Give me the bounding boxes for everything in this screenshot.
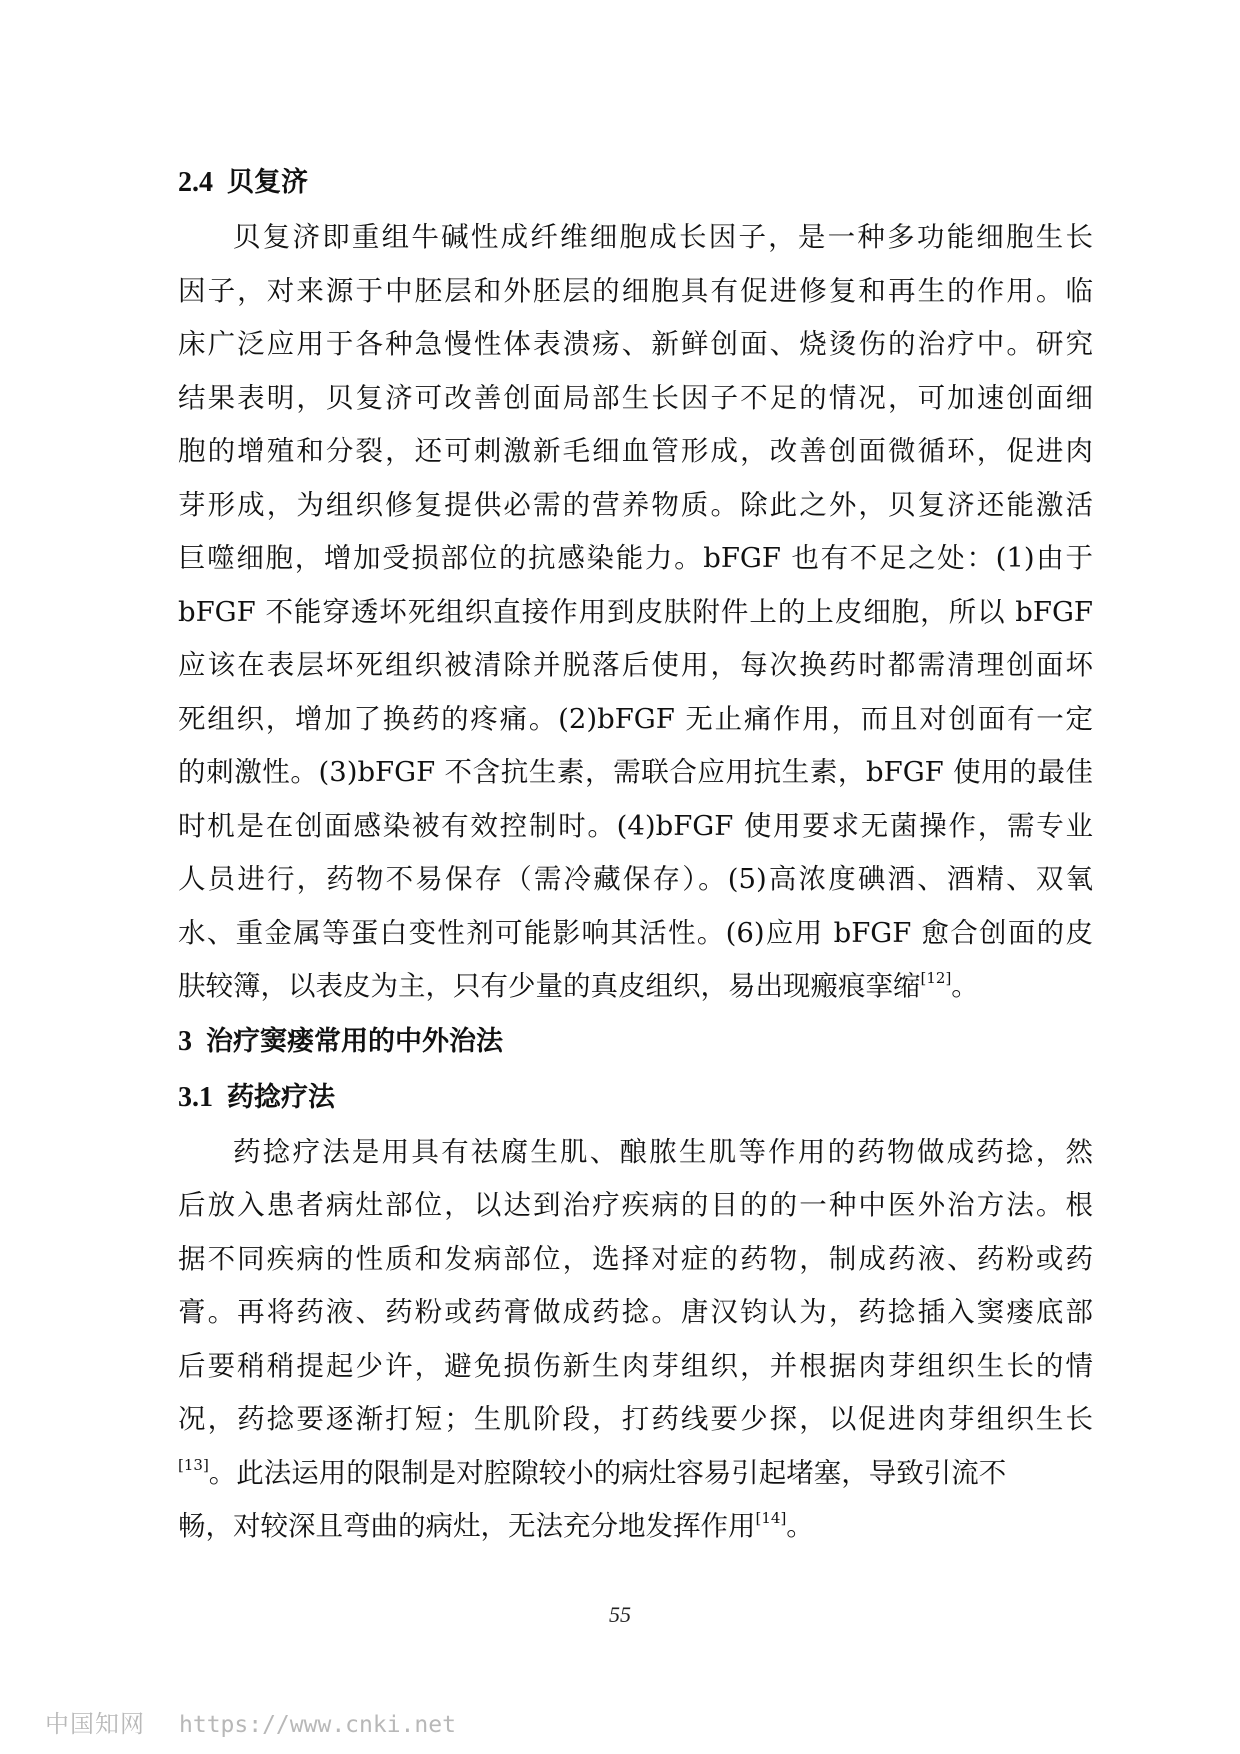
paragraph-line: 应该在表层坏死组织被清除并脱落后使用，每次换药时都需清理创面坏 (178, 649, 1093, 681)
paragraph-line: 人员进行，药物不易保存（需冷藏保存）。(5)高浓度碘酒、酒精、双氧 (178, 863, 1093, 895)
line-text: 。此法运用的限制是对腔隙较小的病灶容易引起堵塞，导致引流不 (208, 1456, 1007, 1489)
paragraph-line: 贝复济即重组牛碱性成纤维细胞成长因子，是一种多功能细胞生长 (233, 221, 1093, 253)
paragraph-line: 胞的增殖和分裂，还可刺激新毛细血管形成，改善创面微循环，促进肉 (178, 435, 1093, 467)
section-title: 治疗窦瘘常用的中外治法 (206, 1025, 503, 1057)
paragraph-line (178, 1500, 1093, 1554)
section-heading-2-4 (178, 155, 1093, 211)
watermark-url: https://www.cnki.net (179, 1712, 456, 1738)
paragraph-line: 药捻疗法是用具有祛腐生肌、酿脓生肌等作用的药物做成药捻，然 (233, 1135, 1093, 1168)
line-text: 肤较簿，以表皮为主，只有少量的真皮组织，易出现瘢痕挛缩 (178, 970, 921, 1002)
section-heading-3-1 (178, 1070, 1093, 1126)
paragraph-line: 因子，对来源于中胚层和外胚层的细胞具有促进修复和再生的作用。临 (178, 274, 1093, 307)
paragraph-line: 时机是在创面感染被有效控制时。(4)bFGF 使用要求无菌操作，需专业 (178, 809, 1093, 842)
section-heading-3 (178, 1014, 1093, 1070)
paragraph-line: 死组织，增加了换药的疼痛。(2)bFGF 无止痛作用，而且对创面有一定 (178, 702, 1093, 735)
section-title: 药捻疗法 (227, 1081, 335, 1113)
paragraph-line: 芽形成，为组织修复提供必需的营养物质。除此之外，贝复济还能激活 (178, 488, 1093, 521)
watermark-logo: 中国知网 (45, 1710, 145, 1738)
paragraph-line: 后要稍稍提起少许，避免损伤新生肉芽组织，并根据肉芽组织生长的情 (178, 1349, 1093, 1382)
citation-ref: [14] (755, 1509, 787, 1527)
line-end: 。 (786, 1510, 814, 1542)
line-text: 畅，对较深且弯曲的病灶，无法充分地发挥作用 (178, 1510, 756, 1542)
cnki-watermark (45, 1704, 456, 1739)
line-end: 。 (951, 970, 979, 1002)
page-content (178, 155, 1093, 1554)
paragraph-line: 据不同疾病的性质和发病部位，选择对症的药物，制成药液、药粉或药 (178, 1242, 1093, 1275)
paragraph-line: 水、重金属等蛋白变性剂可能影响其活性。(6)应用 bFGF 愈合创面的皮 (178, 916, 1093, 949)
citation-ref: [13] (178, 1455, 209, 1474)
paragraph-line: 巨噬细胞，增加受损部位的抗感染能力。bFGF 也有不足之处：(1)由于 (178, 542, 1093, 574)
paragraph-line: 膏。再将药液、药粉或药膏做成药捻。唐汉钧认为，药捻插入窦瘘底部 (178, 1296, 1093, 1328)
section-number: 3.1 (178, 1081, 213, 1113)
paragraph-line: 结果表明，贝复济可改善创面局部生长因子不足的情况，可加速创面细 (178, 381, 1093, 414)
paragraph-line: 的刺激性。(3)bFGF 不含抗生素，需联合应用抗生素，bFGF 使用的最佳 (178, 756, 1093, 788)
paragraph-bfgf (178, 211, 1093, 1014)
page-number: 55 (609, 1602, 631, 1627)
section-number: 3 (178, 1025, 192, 1057)
section-title: 贝复济 (227, 167, 308, 198)
section-number: 2.4 (178, 167, 213, 198)
paragraph-line: 床广泛应用于各种急慢性体表溃疡、新鲜创面、烧烫伤的治疗中。研究 (178, 328, 1093, 360)
paragraph-yaonian (178, 1126, 1093, 1554)
paragraph-line (178, 1447, 1093, 1501)
citation-ref: [12] (920, 969, 952, 987)
paragraph-line: 后放入患者病灶部位，以达到治疗疾病的目的的一种中医外治方法。根 (178, 1189, 1093, 1221)
paragraph-line (178, 960, 1093, 1014)
paragraph-line: 况，药捻要逐渐打短；生肌阶段，打药线要少探，以促进肉芽组织生长 (178, 1403, 1093, 1435)
paragraph-line: bFGF 不能穿透坏死组织直接作用到皮肤附件上的上皮细胞，所以 bFGF (178, 595, 1093, 628)
